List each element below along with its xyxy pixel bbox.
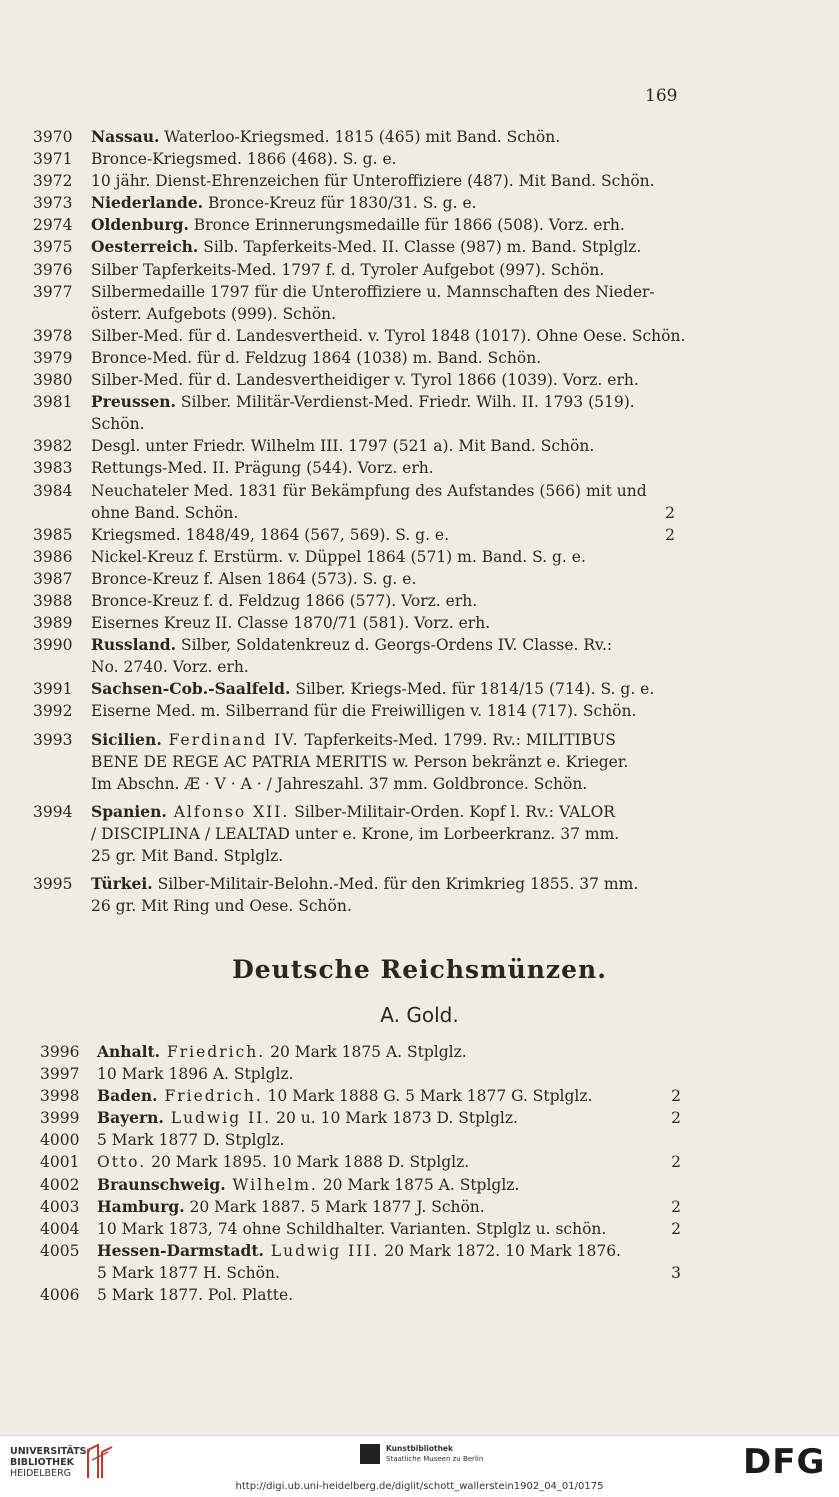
entry-text: 26 gr. Mit Ring und Oese. Schön. bbox=[91, 897, 352, 916]
entry-text: österr. Aufgebots (999). Schön. bbox=[91, 304, 337, 323]
entry-number: 4005 bbox=[40, 1241, 80, 1260]
entry-line bbox=[91, 413, 675, 435]
catalogue-entry bbox=[0, 678, 839, 700]
entry-line bbox=[91, 325, 686, 347]
entry-line bbox=[97, 1262, 681, 1284]
entry-line bbox=[91, 801, 675, 823]
entry-line bbox=[91, 435, 675, 457]
entry-keyword: Sachsen-Cob.-Saalfeld. bbox=[91, 679, 291, 699]
entry-line bbox=[91, 457, 675, 479]
section-heading: Deutsche Reichsmünzen. bbox=[232, 955, 607, 984]
entry-keyword: Türkei. bbox=[91, 874, 153, 894]
entry-ruler-name: Alfonso XII. bbox=[166, 802, 290, 821]
entry-text: Silb. Tapferkeits-Med. II. Classe (987) m. Band. Stplglz. bbox=[198, 238, 642, 257]
entry-number: 4000 bbox=[40, 1131, 80, 1150]
entry-keyword: Oesterreich. bbox=[91, 237, 199, 257]
entry-text: 10 Mark 1888 G. 5 Mark 1877 G. Stplglz. bbox=[262, 1087, 593, 1106]
entry-keyword: Preussen. bbox=[91, 392, 176, 412]
catalogue-entry bbox=[0, 214, 839, 236]
entry-text: Silber, Soldatenkreuz d. Georgs-Ordens IV. Classe. Rv.: bbox=[176, 636, 613, 655]
entry-number: 4001 bbox=[40, 1153, 80, 1172]
catalogue-entry bbox=[0, 1107, 839, 1129]
catalogue-entry bbox=[0, 1085, 839, 1107]
entry-number: 3993 bbox=[33, 730, 73, 749]
entry-number: 3984 bbox=[33, 481, 73, 500]
kunstbibliothek-label[interactable] bbox=[386, 1444, 483, 1464]
catalogue-entry bbox=[0, 192, 839, 214]
entry-text: 5 Mark 1877 H. Schön. bbox=[97, 1263, 280, 1282]
entry-line bbox=[91, 170, 675, 192]
entry-line bbox=[91, 634, 675, 656]
entry-keyword: Niederlande. bbox=[91, 193, 204, 213]
entry-number: 3970 bbox=[33, 128, 73, 146]
entry-line bbox=[91, 729, 675, 751]
entry-line bbox=[91, 773, 675, 795]
entry-text: 25 gr. Mit Band. Stplglz. bbox=[91, 847, 284, 865]
entry-number: 3976 bbox=[33, 260, 73, 279]
entry-text: 20 Mark 1875 A. Stplglz. bbox=[317, 1175, 520, 1194]
entry-number: 3973 bbox=[33, 194, 73, 213]
entry-number: 4002 bbox=[40, 1175, 80, 1194]
catalogue-entry bbox=[0, 801, 839, 867]
catalogue-entry bbox=[0, 1174, 839, 1196]
catalogue-entry bbox=[0, 700, 839, 722]
catalogue-entry bbox=[0, 435, 839, 457]
ub-line-3: HEIDELBERG bbox=[10, 1468, 72, 1479]
entry-text: Silber Tapferkeits-Med. 1797 f. d. Tyroler Aufgebot (997). Schön. bbox=[91, 260, 605, 279]
entry-keyword: Braunschweig. bbox=[97, 1174, 226, 1194]
entry-text: Bronce-Kreuz f. d. Feldzug 1866 (577). Vorz. erh. bbox=[91, 591, 478, 610]
entry-line bbox=[97, 1174, 681, 1196]
entry-text: Silber. Militär-Verdienst-Med. Friedr. Wilh. II. 1793 (519). bbox=[175, 393, 635, 412]
entry-quantity: 2 bbox=[671, 1153, 681, 1172]
entry-number: 3998 bbox=[40, 1087, 80, 1106]
entry-number: 3996 bbox=[40, 1043, 80, 1061]
catalogue-entry bbox=[0, 259, 839, 281]
entry-quantity: 3 bbox=[671, 1263, 681, 1282]
entry-number: 3987 bbox=[33, 569, 73, 588]
entry-text: Rettungs-Med. II. Prägung (544). Vorz. erh. bbox=[91, 459, 434, 478]
entry-line bbox=[91, 546, 675, 568]
entry-text: Schön. bbox=[91, 415, 145, 434]
catalogue-entry bbox=[0, 873, 839, 917]
catalogue-entry bbox=[0, 1218, 839, 1240]
catalogue-entry bbox=[0, 634, 839, 678]
catalogue-entry bbox=[0, 568, 839, 590]
entry-line bbox=[97, 1085, 681, 1107]
entry-ruler-name: Wilhelm. bbox=[225, 1175, 318, 1194]
entry-text: 20 Mark 1887. 5 Mark 1877 J. Schön. bbox=[184, 1197, 485, 1216]
entry-text: Bronce-Kriegsmed. 1866 (468). S. g. e. bbox=[91, 150, 397, 169]
entry-line bbox=[91, 148, 675, 170]
entry-text: 20 Mark 1872. 10 Mark 1876. bbox=[379, 1241, 621, 1260]
entry-text: 20 Mark 1875 A. Stplglz. bbox=[265, 1043, 467, 1061]
entry-number: 3997 bbox=[40, 1065, 80, 1084]
catalogue-entry bbox=[0, 729, 839, 795]
entry-text: 20 Mark 1895. 10 Mark 1888 D. Stplglz. bbox=[146, 1153, 470, 1172]
entry-text: / DISCIPLINA / LEALTAD unter e. Krone, im Lorbeerkranz. 37 mm. bbox=[91, 824, 620, 843]
entry-keyword: Sicilien. bbox=[91, 729, 162, 749]
kb-subtitle: Staatliche Museen zu Berlin bbox=[386, 1455, 484, 1463]
entry-line bbox=[91, 873, 675, 895]
entry-text: 5 Mark 1877 D. Stplglz. bbox=[97, 1131, 285, 1150]
entry-text: No. 2740. Vorz. erh. bbox=[91, 658, 249, 677]
ub-line-1: UNIVERSITÄTS- bbox=[10, 1446, 91, 1457]
entry-ruler-name: Otto. bbox=[97, 1153, 147, 1172]
catalogue-entry bbox=[0, 457, 839, 479]
entry-quantity: 2 bbox=[665, 525, 675, 544]
entry-number: 3980 bbox=[33, 371, 73, 390]
entry-line bbox=[97, 1196, 681, 1218]
entry-text: Desgl. unter Friedr. Wilhelm III. 1797 (521 a). Mit Band. Schön. bbox=[91, 437, 595, 456]
entry-text: Bronce-Med. für d. Feldzug 1864 (1038) m. Band. Schön. bbox=[91, 348, 542, 367]
entry-number: 3986 bbox=[33, 547, 73, 566]
entry-line bbox=[91, 845, 675, 867]
entry-number: 3975 bbox=[33, 238, 73, 257]
footer-bar bbox=[0, 1435, 839, 1497]
entry-text: Bronce-Kreuz f. Alsen 1864 (573). S. g. e. bbox=[91, 569, 417, 588]
dfg-logo[interactable]: DFG bbox=[743, 1442, 826, 1482]
catalogue-entry bbox=[0, 524, 839, 546]
catalogue-entry bbox=[0, 1063, 839, 1085]
entry-text: 10 Mark 1896 A. Stplglz. bbox=[97, 1065, 294, 1084]
entry-line bbox=[97, 1063, 681, 1085]
entry-line bbox=[91, 369, 675, 391]
entry-text: Silber-Militair-Belohn.-Med. für den Krimkrieg 1855. 37 mm. bbox=[152, 875, 639, 894]
entry-ruler-name: Ludwig III. bbox=[263, 1241, 380, 1260]
entry-keyword: Baden. bbox=[97, 1086, 158, 1106]
entry-line bbox=[97, 1041, 681, 1063]
ub-line-2: BIBLIOTHEK bbox=[10, 1457, 74, 1468]
catalogue-entry bbox=[0, 391, 839, 435]
entry-line bbox=[91, 502, 675, 524]
entry-number: 3982 bbox=[33, 437, 73, 456]
entry-number: 3994 bbox=[33, 802, 73, 821]
entry-keyword: Spanien. bbox=[91, 801, 167, 821]
entry-number: 3979 bbox=[33, 348, 73, 367]
entry-line bbox=[97, 1240, 681, 1262]
entry-text: Silber-Med. für d. Landesvertheidiger v. Tyrol 1866 (1039). Vorz. erh. bbox=[91, 371, 639, 390]
entry-quantity: 2 bbox=[671, 1197, 681, 1216]
entry-line bbox=[91, 590, 675, 612]
coin-entries bbox=[0, 1041, 839, 1306]
entry-line bbox=[91, 236, 675, 258]
catalogue-entry bbox=[0, 325, 839, 347]
entry-line bbox=[91, 700, 675, 722]
entry-number: 2974 bbox=[33, 216, 73, 235]
entry-text: 10 jähr. Dienst-Ehrenzeichen für Unteroffiziere (487). Mit Band. Schön. bbox=[91, 172, 655, 191]
entry-line bbox=[91, 480, 675, 502]
entry-number: 3971 bbox=[33, 150, 73, 169]
entry-line bbox=[91, 612, 675, 634]
entry-line bbox=[97, 1107, 681, 1129]
ub-heidelberg-logo-text[interactable] bbox=[10, 1446, 90, 1479]
section-subheading: A. Gold. bbox=[380, 1003, 459, 1027]
entry-line bbox=[91, 259, 675, 281]
entry-number: 3978 bbox=[33, 326, 73, 345]
entry-quantity: 2 bbox=[671, 1219, 681, 1238]
entry-line bbox=[97, 1129, 681, 1151]
entry-line bbox=[91, 656, 675, 678]
permalink-url[interactable]: http://digi.ub.uni-heidelberg.de/diglit/schott_wallerstein1902_04_01/0175 bbox=[235, 1481, 604, 1492]
entry-text: BENE DE REGE AC PATRIA MERITIS w. Person bekränzt e. Krieger. bbox=[91, 752, 629, 771]
entry-text: Silber-Med. für d. Landesvertheid. v. Tyrol 1848 (1017). Ohne Oese. Schön. bbox=[91, 326, 686, 345]
kb-title: Kunstbibliothek bbox=[386, 1444, 454, 1453]
entry-line bbox=[91, 126, 675, 148]
entry-text: Silber. Kriegs-Med. für 1814/15 (714). S. g. e. bbox=[290, 680, 655, 699]
entry-number: 4006 bbox=[40, 1286, 80, 1305]
entry-ruler-name: Ludwig II. bbox=[163, 1109, 272, 1128]
entry-line bbox=[91, 281, 675, 303]
catalogue-entry bbox=[0, 170, 839, 192]
entry-number: 3995 bbox=[33, 875, 73, 894]
entry-number: 3981 bbox=[33, 393, 73, 412]
entry-text: Silbermedaille 1797 für die Unteroffiziere u. Mannschaften des Nieder- bbox=[91, 282, 655, 301]
entry-line bbox=[91, 214, 675, 236]
entry-line bbox=[91, 192, 675, 214]
catalogue-entry bbox=[0, 369, 839, 391]
entry-line bbox=[91, 678, 675, 700]
entry-quantity: 2 bbox=[671, 1087, 681, 1106]
entry-number: 3985 bbox=[33, 525, 73, 544]
catalogue-entry bbox=[0, 281, 839, 325]
entry-line bbox=[91, 303, 675, 325]
entry-ruler-name: Ferdinand IV. bbox=[161, 730, 300, 749]
entry-quantity: 2 bbox=[671, 1109, 681, 1128]
catalogue-entry bbox=[0, 236, 839, 258]
entry-number: 3991 bbox=[33, 680, 73, 699]
entry-number: 3977 bbox=[33, 282, 73, 301]
entry-line bbox=[97, 1218, 681, 1240]
entry-line bbox=[97, 1151, 681, 1173]
ub-logo-icon bbox=[84, 1442, 118, 1480]
entry-line bbox=[91, 391, 675, 413]
entry-keyword: Oldenburg. bbox=[91, 215, 189, 235]
catalogue-entry bbox=[0, 1129, 839, 1151]
entry-number: 4004 bbox=[40, 1219, 80, 1238]
page-number: 169 bbox=[645, 86, 678, 106]
catalogue-entry bbox=[0, 1151, 839, 1173]
catalogue-entry bbox=[0, 1284, 839, 1306]
entry-keyword: Hessen-Darmstadt. bbox=[97, 1240, 264, 1260]
entry-text: Eiserne Med. m. Silberrand für die Freiwilligen v. 1814 (717). Schön. bbox=[91, 702, 637, 721]
entry-text: Neuchateler Med. 1831 für Bekämpfung des Aufstandes (566) mit und bbox=[91, 481, 647, 500]
entry-number: 3988 bbox=[33, 591, 73, 610]
entry-text: 20 u. 10 Mark 1873 D. Stplglz. bbox=[271, 1109, 518, 1128]
entry-text: Silber-Militair-Orden. Kopf l. Rv.: VALOR bbox=[289, 802, 615, 821]
entry-line bbox=[97, 1284, 681, 1306]
entry-line bbox=[91, 895, 675, 917]
catalogue-entry bbox=[0, 546, 839, 568]
entry-number: 3989 bbox=[33, 614, 73, 633]
entry-number: 4003 bbox=[40, 1197, 80, 1216]
catalogue-entry bbox=[0, 347, 839, 369]
entry-text: Nickel-Kreuz f. Erstürm. v. Düppel 1864 (571) m. Band. S. g. e. bbox=[91, 547, 586, 566]
entry-line bbox=[91, 751, 675, 773]
entry-ruler-name: Friedrich. bbox=[160, 1043, 266, 1061]
entry-number: 3990 bbox=[33, 636, 73, 655]
entry-number: 3992 bbox=[33, 702, 73, 721]
entry-ruler-name: Friedrich. bbox=[157, 1087, 263, 1106]
entry-text: 5 Mark 1877. Pol. Platte. bbox=[97, 1286, 294, 1305]
entry-keyword: Russland. bbox=[91, 635, 177, 655]
entry-text: Eisernes Kreuz II. Classe 1870/71 (581). Vorz. erh. bbox=[91, 614, 491, 633]
entry-line bbox=[91, 823, 675, 845]
catalogue-entry bbox=[0, 148, 839, 170]
catalogue-entry bbox=[0, 126, 839, 148]
entry-text: Im Abschn. Æ · V · A · / Jahreszahl. 37 mm. Goldbronce. Schön. bbox=[91, 774, 588, 793]
entry-keyword: Nassau. bbox=[91, 127, 160, 146]
catalogue-entry bbox=[0, 480, 839, 524]
entry-text: Bronce Erinnerungsmedaille für 1866 (508). Vorz. erh. bbox=[188, 216, 625, 235]
entry-text: Bronce-Kreuz für 1830/31. S. g. e. bbox=[203, 194, 477, 213]
catalogue-entry bbox=[0, 1041, 839, 1063]
entry-quantity: 2 bbox=[665, 503, 675, 522]
catalogue-entry bbox=[0, 1196, 839, 1218]
entry-text: Tapferkeits-Med. 1799. Rv.: MILITIBUS bbox=[299, 730, 616, 749]
entry-text: 10 Mark 1873, 74 ohne Schildhalter. Varianten. Stplglz u. schön. bbox=[97, 1219, 607, 1238]
entry-number: 3983 bbox=[33, 459, 73, 478]
entry-text: Kriegsmed. 1848/49, 1864 (567, 569). S. g. e. bbox=[91, 525, 450, 544]
catalogue-entries bbox=[0, 126, 839, 917]
catalogue-entry bbox=[0, 612, 839, 634]
entry-keyword: Anhalt. bbox=[97, 1042, 161, 1061]
entry-number: 3999 bbox=[40, 1109, 80, 1128]
catalogue-entry bbox=[0, 590, 839, 612]
entry-line bbox=[91, 347, 675, 369]
entry-number: 3972 bbox=[33, 172, 73, 191]
entry-line bbox=[91, 524, 675, 546]
entry-line bbox=[91, 568, 675, 590]
entry-keyword: Bayern. bbox=[97, 1108, 164, 1128]
catalogue-entry bbox=[0, 1240, 839, 1284]
kunstbibliothek-logo-icon bbox=[360, 1444, 380, 1464]
entry-keyword: Hamburg. bbox=[97, 1196, 185, 1216]
entry-text: Waterloo-Kriegsmed. 1815 (465) mit Band. Schön. bbox=[159, 128, 561, 146]
entry-text: ohne Band. Schön. bbox=[91, 503, 239, 522]
